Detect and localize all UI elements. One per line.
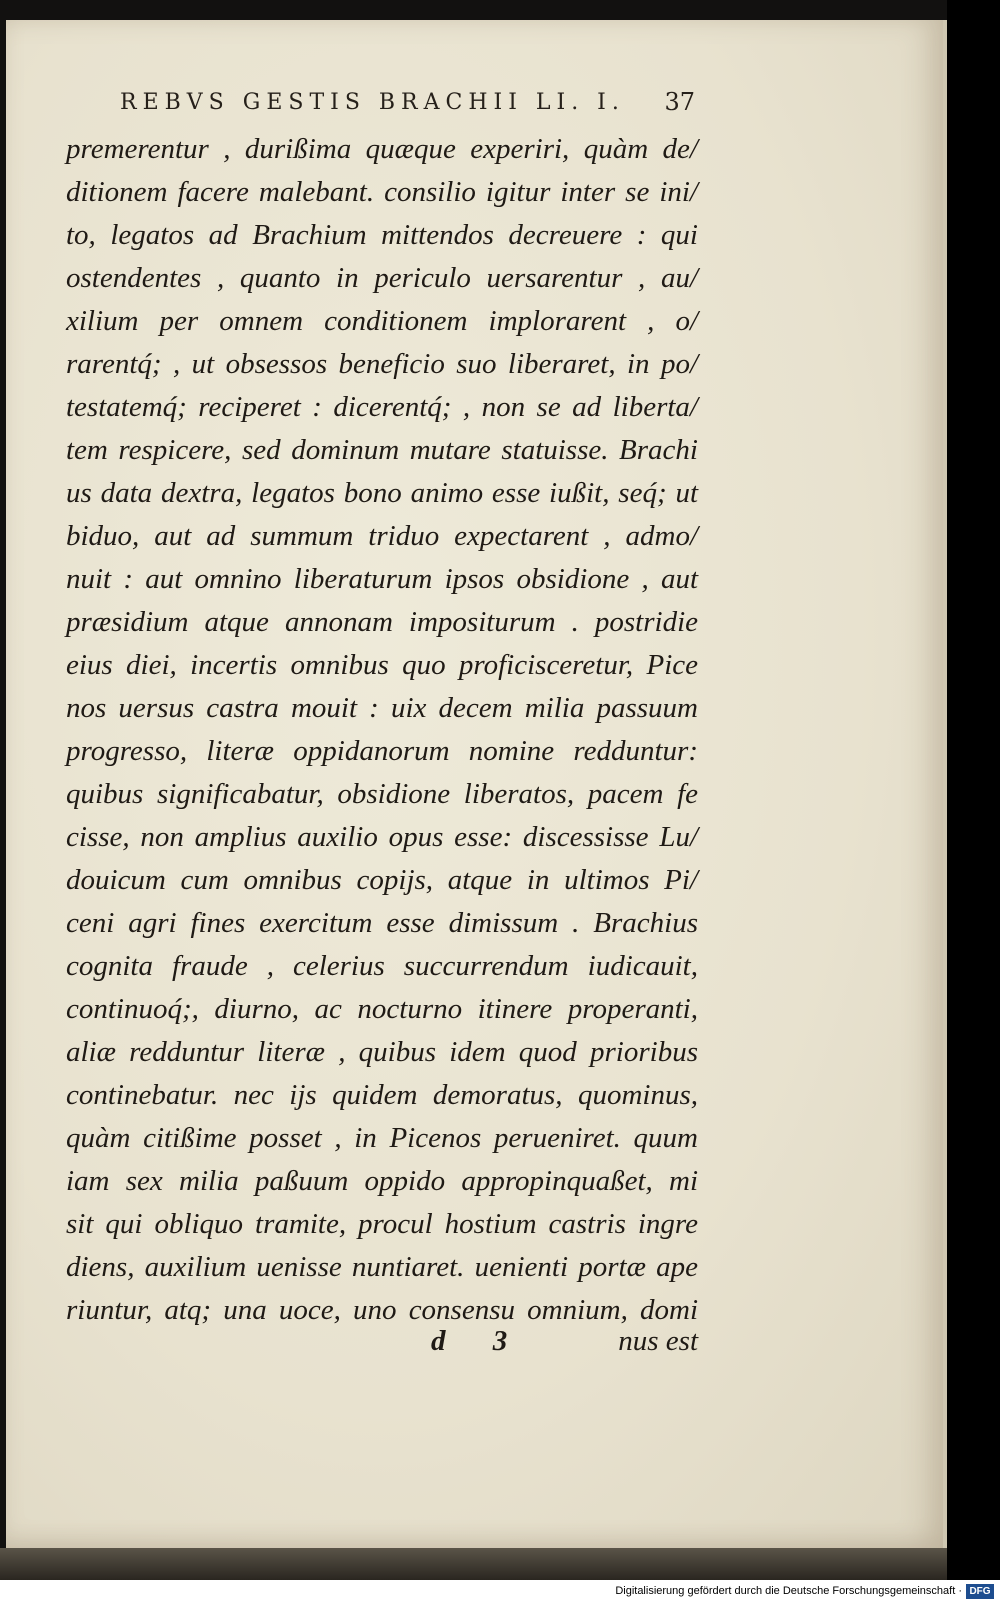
text-line: riuntur, atq; una uoce, uno consensu omnium, domi xyxy=(66,1294,698,1326)
catchword-row xyxy=(66,1325,698,1368)
text-line: progresso, literæ oppidanorum nomine redduntur: xyxy=(66,735,698,767)
text-line: præsidium atque annonam impositurum . postridie xyxy=(66,606,698,638)
text-line: cisse, non amplius auxilio opus esse: discessisse Lu/ xyxy=(66,821,698,853)
signature-mark: d 3 xyxy=(431,1325,528,1357)
running-head-title: REBVS GESTIS BRACHII LI. I. xyxy=(120,90,625,115)
text-line: sit qui obliquo tramite, procul hostium castris ingre xyxy=(66,1208,698,1240)
page-bottom-edge xyxy=(0,1548,947,1580)
digitization-footer xyxy=(0,1580,1000,1605)
text-line: nos uersus castra mouit : uix decem milia passuum xyxy=(66,692,698,724)
text-line: continebatur. nec ijs quidem demoratus, quominus, xyxy=(66,1079,698,1111)
text-line: continuoq́;, diurno, ac nocturno itinere properanti, xyxy=(66,993,698,1025)
text-line: ceni agri fines exercitum esse dimissum . Brachius xyxy=(66,907,698,939)
text-line: aliæ redduntur literæ , quibus idem quod prioribus xyxy=(66,1036,698,1068)
body-text xyxy=(66,128,698,1332)
text-line: biduo, aut ad summum triduo expectarent , admo/ xyxy=(66,520,698,552)
text-line: douicum cum omnibus copijs, atque in ultimos Pi/ xyxy=(66,864,698,896)
text-line: premerentur , durißima quæque experiri, quàm de/ xyxy=(66,133,698,165)
text-line: cognita fraude , celerius succurrendum iudicauit, xyxy=(66,950,698,982)
text-line: us data dextra, legatos bono animo esse iußit, seq́; ut xyxy=(66,477,698,509)
catchword: nus est xyxy=(618,1325,698,1357)
text-line: rarentq́; , ut obsessos beneficio suo liberaret, in po/ xyxy=(66,348,698,380)
text-line: xilium per omnem conditionem implorarent , o/ xyxy=(66,305,698,337)
text-line: quàm citißime posset , in Picenos perueniret. quum xyxy=(66,1122,698,1154)
text-line: testatemq́; reciperet : dicerentq́; , non se ad liberta/ xyxy=(66,391,698,423)
text-line: to, legatos ad Brachium mittendos decreuere : qui xyxy=(66,219,698,251)
text-line: eius diei, incertis omnibus quo proficisceretur, Pice xyxy=(66,649,698,681)
dfg-logo: DFG xyxy=(966,1584,994,1599)
text-line: ditionem facere malebant. consilio igitur inter se ini/ xyxy=(66,176,698,208)
text-line: iam sex milia paßuum oppido appropinquaßet, mi xyxy=(66,1165,698,1197)
text-line: tem respicere, sed dominum mutare statuisse. Brachi xyxy=(66,434,698,466)
text-line: nuit : aut omnino liberaturum ipsos obsidione , aut xyxy=(66,563,698,595)
text-line: diens, auxilium uenisse nuntiaret. uenienti portæ ape xyxy=(66,1251,698,1283)
text-line: ostendentes , quanto in periculo uersarentur , au/ xyxy=(66,262,698,294)
running-head xyxy=(120,90,695,115)
text-line: quibus significabatur, obsidione liberatos, pacem fe xyxy=(66,778,698,810)
page-number: 37 xyxy=(664,88,695,116)
footer-credit: Digitalisierung gefördert durch die Deutsche Forschungsgemeinschaft · xyxy=(615,1585,962,1597)
scan-right-border xyxy=(947,0,1000,1580)
